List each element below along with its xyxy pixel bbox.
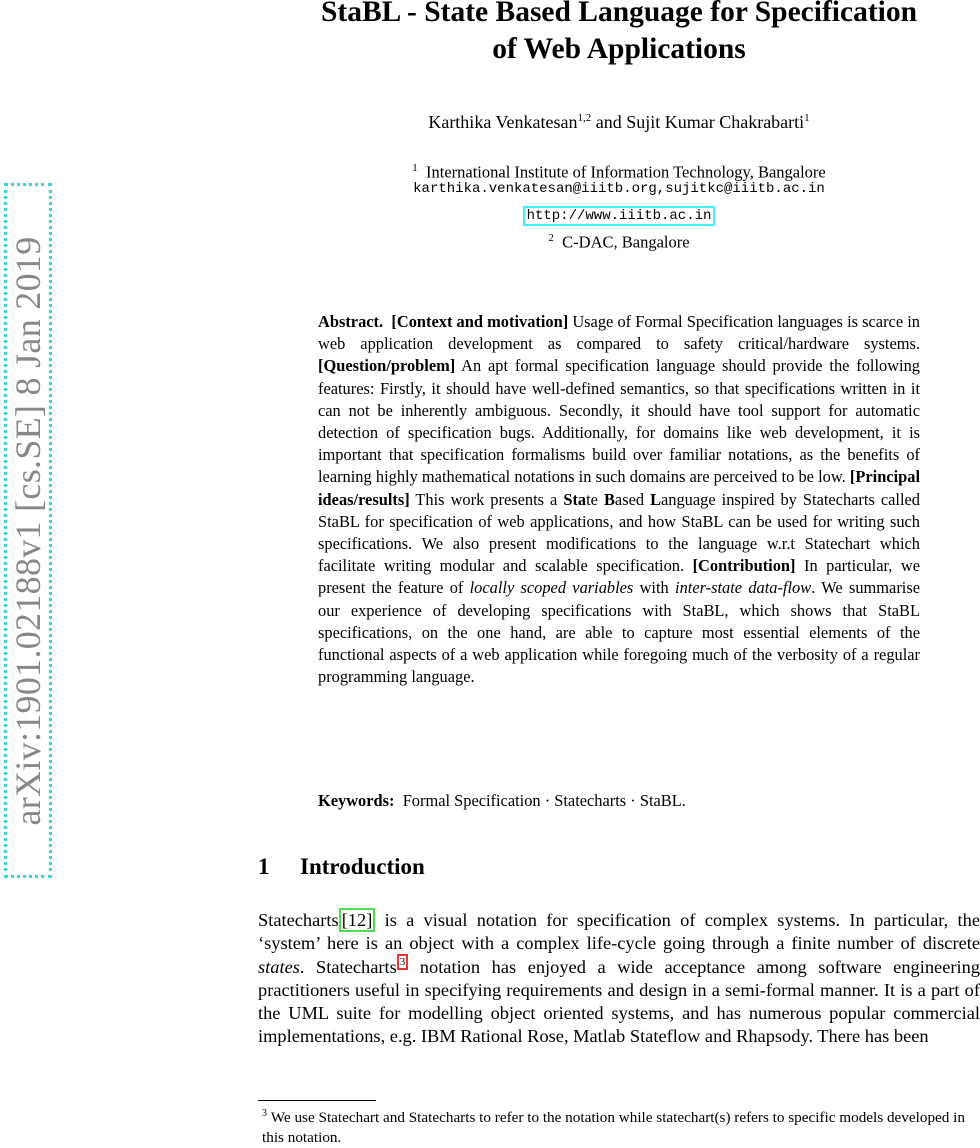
title-line-2: of Web Applications	[492, 33, 746, 65]
acronym-b-rest: ased	[614, 489, 651, 509]
institute-url-link[interactable]: http://www.iiitb.ac.in	[523, 206, 716, 226]
intro-text-3: . Statecharts	[299, 956, 397, 977]
paper-title	[258, 0, 980, 68]
intro-text-4: notation has enjoyed a wide acceptance among software engineering practitioners useful in specifying requirements and design in a semi-formal manner. It is a part of the UML suite for modelling object oriented systems, and has numerous popular commercial implementations, e.g. IBM Rational Rose, Matlab Stateflow and Rhapsody. There has been	[258, 956, 980, 1047]
author-2-affil: 1	[804, 112, 810, 124]
author-emails: karthika.venkatesan@iiitb.org,sujitkc@iiitb.ac.in	[413, 181, 825, 197]
footnote-mark: 3	[262, 1108, 267, 1119]
url-line	[258, 204, 980, 224]
acronym-sta: Sta	[563, 489, 587, 509]
principal-text-1: This work presents a	[409, 489, 564, 509]
affiliation-1-text: International Institute of Information Technology, Bangalore	[425, 162, 826, 182]
affiliation-2-mark: 2	[548, 232, 554, 244]
section-number: 1	[258, 854, 270, 879]
footnote-ref-link[interactable]: 3	[397, 954, 409, 970]
inter-state-data-flow: inter-state data-flow	[675, 578, 812, 598]
abstract	[318, 311, 920, 688]
author-1: Karthika Venkatesan	[428, 112, 578, 132]
intro-text-1: Statecharts	[258, 910, 339, 930]
keywords	[318, 791, 920, 811]
context-text: Usage of Formal Specification languages is scarce in web application development as compared to safety critical/hardware systems.	[318, 312, 920, 354]
footnote-divider	[258, 1100, 376, 1101]
affiliation-2	[258, 227, 980, 254]
question-text: An apt formal specification language should provide the following features: Firstly, it should have well-defined semantics, so that specifications written in it can not be inherently ambiguous. Secondly, it should have tool support for automatic detection of specification bugs. Additionally, for domains like web development, it is important that specification formalisms build over familiar notations, as the benefits of learning highly mathematical notations in such domains are perceived to be low.	[318, 356, 920, 487]
contribution-text-3: . We summarise our experience of developing specifications with StaBL, which shows that StaBL specifications, on the one hand, are able to capture most essential elements of the functional aspects of a web application while foregoing much of the verbosity of a regular programming language.	[318, 578, 920, 687]
author-conjunction: and	[591, 112, 627, 132]
author-2: Sujit Kumar Chakrabarti	[626, 112, 805, 132]
acronym-b: B	[603, 489, 615, 509]
acronym-l-rest: anguage	[661, 489, 716, 509]
keywords-text: Formal Specification · Statecharts · StaBL.	[402, 791, 686, 810]
footnote-text: We use Statechart and Statecharts to refer to the notation while statechart(s) refers to specific models developed in this notation.	[262, 1109, 965, 1147]
abstract-label: Abstract.	[318, 312, 384, 331]
principal-label: [Principal ideas/results]	[318, 467, 920, 509]
section-title: Introduction	[300, 854, 425, 879]
context-label: [Context and motivation]	[391, 312, 569, 331]
citation-link[interactable]: [12]	[339, 908, 376, 932]
principal-text-2: inspired by Statecharts called StaBL for specification of web applications, and how StaBL can be used for writing such specifications. We also present modifications to the language w.r.t Statechart which facilitate writing modular and scalable specification.	[318, 489, 920, 576]
contribution-label: [Contribution]	[692, 556, 796, 576]
keywords-label: Keywords:	[318, 791, 395, 810]
section-heading-introduction	[258, 854, 425, 880]
intro-states: states	[258, 956, 300, 977]
affiliation-1-mark: 1	[412, 162, 418, 174]
locally-scoped-variables: locally scoped variables	[469, 578, 634, 598]
intro-paragraph	[258, 909, 980, 1049]
contribution-text-2: with	[633, 578, 676, 598]
affiliation-2-text: C-DAC, Bangalore	[562, 232, 690, 252]
intro-text-2: is a visual notation for specification of complex systems. In particular, the ‘system’ here is an object with a complex life-cycle going through a finite number of discrete	[258, 910, 980, 954]
acronym-l: L	[650, 489, 662, 509]
contribution-text-1: In particular, we present the feature of	[318, 556, 921, 598]
title-line-1: StaBL - State Based Language for Specification	[320, 0, 918, 28]
footnote	[262, 1104, 978, 1148]
author-1-affil: 1,2	[577, 112, 592, 124]
author-list	[258, 112, 980, 133]
question-label: [Question/problem]	[318, 356, 456, 376]
arxiv-id-text: arXiv:1901.02188v1 [cs.SE] 8 Jan 2019	[8, 235, 48, 826]
affiliation-1	[258, 157, 980, 184]
acronym-sta-rest: te	[586, 489, 604, 509]
arxiv-identifier-stamp[interactable]	[4, 183, 52, 878]
